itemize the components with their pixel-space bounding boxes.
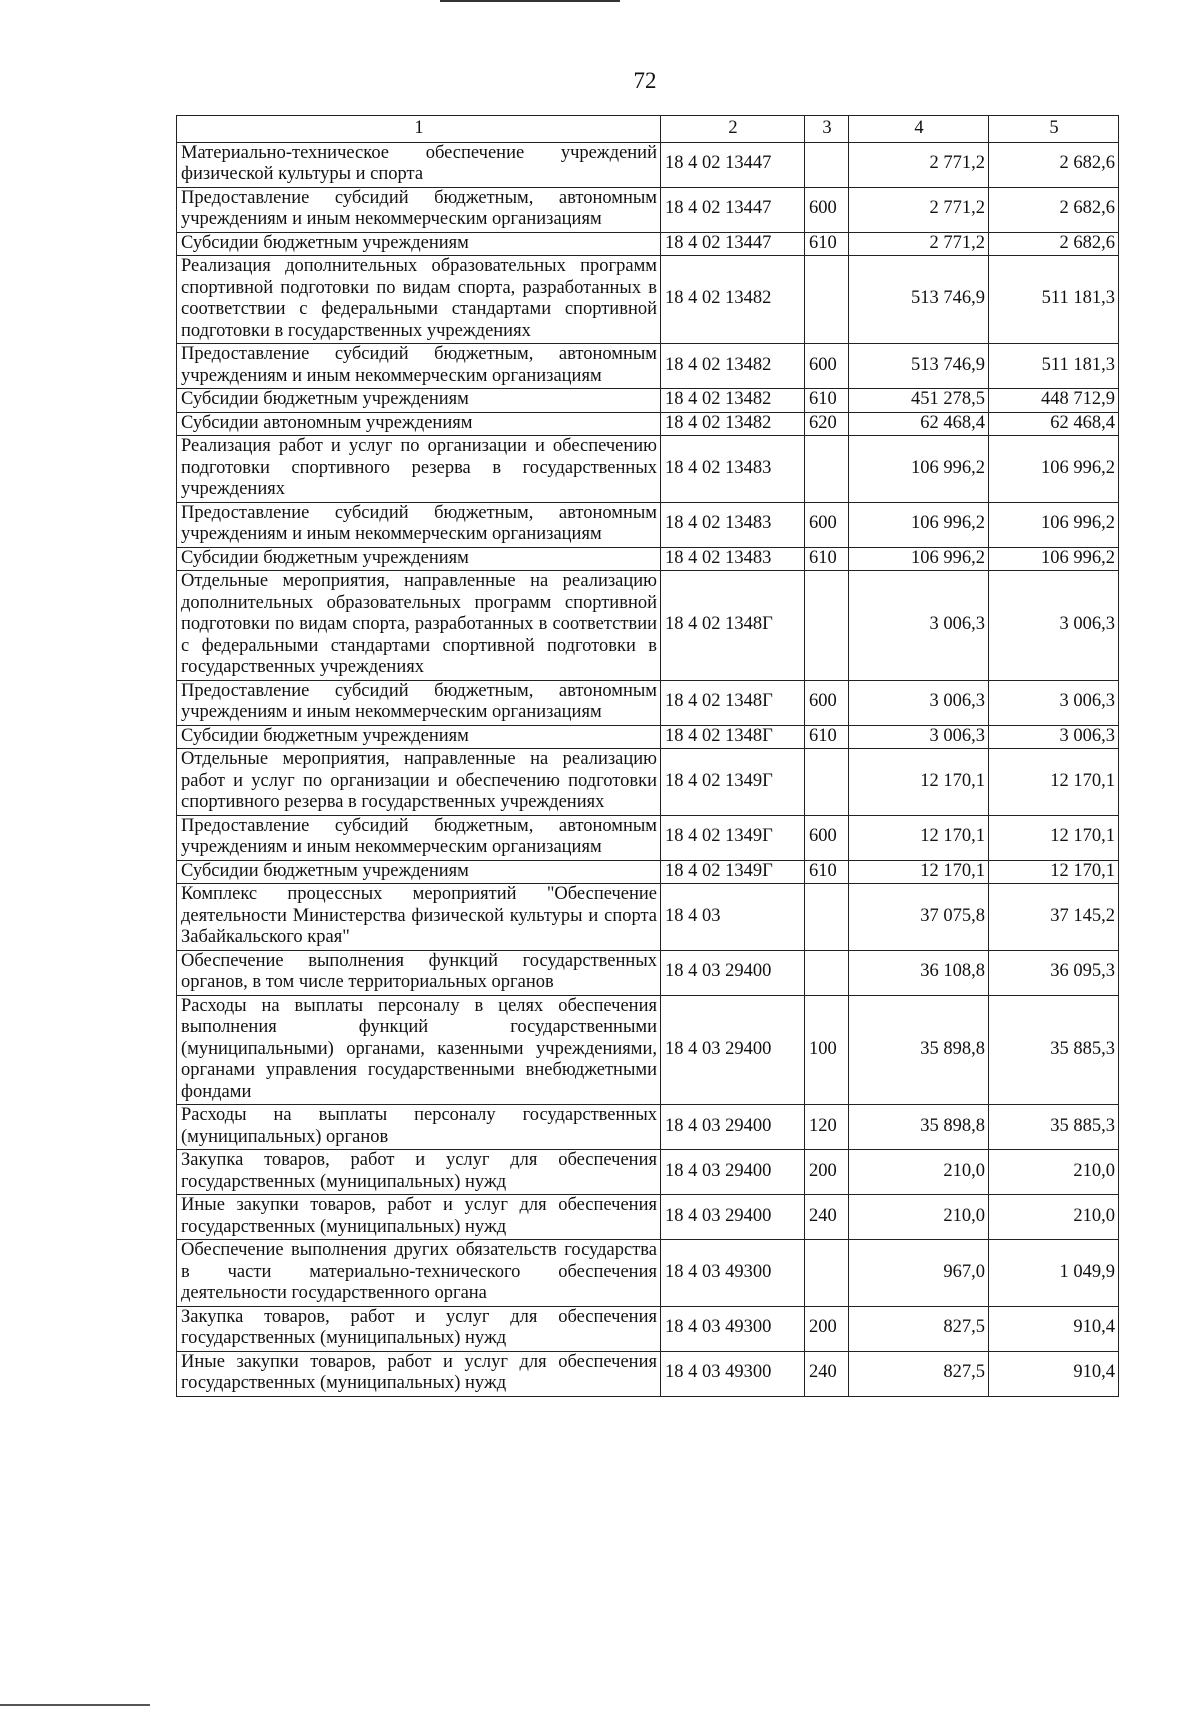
item-name: Иные закупки товаров, работ и услуг для обеспечения государственных (муниципальных) нужд [177,1351,661,1396]
table-row [177,389,1119,413]
item-name: Субсидии бюджетным учреждениям [177,389,661,413]
amount-col-4: 513 746,9 [849,256,989,344]
table-row [177,187,1119,232]
table-row [177,1195,1119,1240]
amount-col-5: 448 712,9 [989,389,1119,413]
target-article-code: 18 4 03 [661,884,805,951]
table-row [177,412,1119,436]
item-name: Закупка товаров, работ и услуг для обеспечения государственных (муниципальных) нужд [177,1150,661,1195]
amount-col-4: 2 771,2 [849,142,989,187]
item-name: Реализация работ и услуг по организации и обеспечению подготовки спортивного резерва в государственных учреждениях [177,436,661,503]
amount-col-4: 106 996,2 [849,502,989,547]
item-name: Отдельные мероприятия, направленные на реализацию работ и услуг по организации и обеспечению подготовки спортивного резерва в государственных учреждениях [177,749,661,816]
target-article-code: 18 4 02 1349Г [661,749,805,816]
amount-col-5: 106 996,2 [989,436,1119,503]
header-row [177,116,1119,143]
target-article-code: 18 4 03 49300 [661,1306,805,1351]
amount-col-4: 106 996,2 [849,436,989,503]
table-row [177,860,1119,884]
amount-col-5: 2 682,6 [989,187,1119,232]
table-row [177,571,1119,681]
amount-col-4: 210,0 [849,1150,989,1195]
scan-edge-line-bottom [0,1704,150,1706]
amount-col-5: 12 170,1 [989,815,1119,860]
amount-col-5: 910,4 [989,1306,1119,1351]
header-col-1: 1 [177,116,661,143]
item-name: Предоставление субсидий бюджетным, автономным учреждениям и иным некоммерческим организациям [177,815,661,860]
expense-type-code: 600 [805,680,849,725]
amount-col-4: 2 771,2 [849,232,989,256]
item-name: Субсидии бюджетным учреждениям [177,860,661,884]
amount-col-5: 106 996,2 [989,502,1119,547]
target-article-code: 18 4 03 29400 [661,1105,805,1150]
table-row [177,344,1119,389]
expense-type-code: 200 [805,1150,849,1195]
table-row [177,1306,1119,1351]
amount-col-4: 12 170,1 [849,815,989,860]
target-article-code: 18 4 02 13482 [661,389,805,413]
amount-col-5: 36 095,3 [989,950,1119,995]
target-article-code: 18 4 02 13447 [661,142,805,187]
target-article-code: 18 4 03 29400 [661,1150,805,1195]
table-row [177,749,1119,816]
target-article-code: 18 4 02 1348Г [661,571,805,681]
target-article-code: 18 4 02 13483 [661,547,805,571]
amount-col-5: 106 996,2 [989,547,1119,571]
item-name: Предоставление субсидий бюджетным, автономным учреждениям и иным некоммерческим организациям [177,344,661,389]
amount-col-5: 37 145,2 [989,884,1119,951]
header-col-5: 5 [989,116,1119,143]
table-row [177,547,1119,571]
item-name: Реализация дополнительных образовательных программ спортивной подготовки по видам спорта, разработанных в соответствии с федеральными стандартами спортивной подготовки в государственных учреждениях [177,256,661,344]
amount-col-5: 210,0 [989,1195,1119,1240]
target-article-code: 18 4 02 13447 [661,187,805,232]
amount-col-5: 35 885,3 [989,995,1119,1105]
target-article-code: 18 4 02 13482 [661,344,805,389]
table-row [177,142,1119,187]
item-name: Иные закупки товаров, работ и услуг для обеспечения государственных (муниципальных) нужд [177,1195,661,1240]
target-article-code: 18 4 03 49300 [661,1240,805,1307]
item-name: Материально-техническое обеспечение учреждений физической культуры и спорта [177,142,661,187]
target-article-code: 18 4 02 13483 [661,436,805,503]
table-row [177,1105,1119,1150]
expense-type-code [805,950,849,995]
amount-col-5: 3 006,3 [989,571,1119,681]
amount-col-4: 12 170,1 [849,860,989,884]
amount-col-5: 511 181,3 [989,256,1119,344]
expense-type-code [805,1240,849,1307]
amount-col-4: 36 108,8 [849,950,989,995]
header-col-2: 2 [661,116,805,143]
table-row [177,232,1119,256]
target-article-code: 18 4 03 29400 [661,995,805,1105]
expense-type-code [805,571,849,681]
target-article-code: 18 4 03 29400 [661,1195,805,1240]
expense-type-code [805,749,849,816]
expense-type-code: 600 [805,502,849,547]
target-article-code: 18 4 02 13482 [661,256,805,344]
expense-type-code [805,256,849,344]
amount-col-5: 12 170,1 [989,860,1119,884]
amount-col-4: 62 468,4 [849,412,989,436]
header-col-4: 4 [849,116,989,143]
expense-type-code: 100 [805,995,849,1105]
amount-col-4: 106 996,2 [849,547,989,571]
target-article-code: 18 4 02 1349Г [661,860,805,884]
expense-type-code: 600 [805,344,849,389]
amount-col-4: 513 746,9 [849,344,989,389]
budget-table [176,115,1119,1397]
expense-type-code: 240 [805,1195,849,1240]
item-name: Обеспечение выполнения других обязательств государства в части материально-технического обеспечения деятельности государственного органа [177,1240,661,1307]
amount-col-5: 2 682,6 [989,142,1119,187]
item-name: Субсидии бюджетным учреждениям [177,232,661,256]
amount-col-4: 37 075,8 [849,884,989,951]
amount-col-4: 3 006,3 [849,725,989,749]
amount-col-4: 35 898,8 [849,995,989,1105]
expense-type-code: 600 [805,815,849,860]
amount-col-5: 511 181,3 [989,344,1119,389]
amount-col-4: 451 278,5 [849,389,989,413]
expense-type-code: 600 [805,187,849,232]
expense-type-code: 620 [805,412,849,436]
target-article-code: 18 4 02 13482 [661,412,805,436]
amount-col-5: 1 049,9 [989,1240,1119,1307]
table-row [177,1150,1119,1195]
item-name: Обеспечение выполнения функций государственных органов, в том числе территориальных органов [177,950,661,995]
amount-col-5: 3 006,3 [989,680,1119,725]
amount-col-5: 62 468,4 [989,412,1119,436]
target-article-code: 18 4 02 1348Г [661,725,805,749]
item-name: Отдельные мероприятия, направленные на реализацию дополнительных образовательных программ спортивной подготовки по видам спорта, разработанных в соответствии с федеральными стандартами спортивной подготовки в государственных учреждениях [177,571,661,681]
amount-col-5: 2 682,6 [989,232,1119,256]
table-row [177,1240,1119,1307]
item-name: Субсидии бюджетным учреждениям [177,547,661,571]
amount-col-4: 3 006,3 [849,680,989,725]
amount-col-4: 3 006,3 [849,571,989,681]
item-name: Комплекс процессных мероприятий "Обеспечение деятельности Министерства физической культуры и спорта Забайкальского края" [177,884,661,951]
target-article-code: 18 4 02 13483 [661,502,805,547]
expense-type-code: 610 [805,860,849,884]
item-name: Предоставление субсидий бюджетным, автономным учреждениям и иным некоммерческим организациям [177,680,661,725]
amount-col-5: 210,0 [989,1150,1119,1195]
table-row [177,815,1119,860]
amount-col-5: 35 885,3 [989,1105,1119,1150]
amount-col-5: 910,4 [989,1351,1119,1396]
target-article-code: 18 4 03 29400 [661,950,805,995]
table-row [177,725,1119,749]
page-number: 72 [633,68,657,93]
amount-col-4: 12 170,1 [849,749,989,816]
amount-col-4: 210,0 [849,1195,989,1240]
expense-type-code [805,142,849,187]
item-name: Расходы на выплаты персоналу в целях обеспечения выполнения функций государственными (муниципальными) органами, казенными учреждениями, органами управления государственными внебюджетными фондами [177,995,661,1105]
item-name: Субсидии бюджетным учреждениям [177,725,661,749]
target-article-code: 18 4 02 1348Г [661,680,805,725]
target-article-code: 18 4 03 49300 [661,1351,805,1396]
table-row [177,884,1119,951]
table-body [177,142,1119,1396]
expense-type-code: 610 [805,232,849,256]
expense-type-code: 120 [805,1105,849,1150]
table-row [177,950,1119,995]
item-name: Предоставление субсидий бюджетным, автономным учреждениям и иным некоммерческим организациям [177,187,661,232]
table-row [177,256,1119,344]
amount-col-5: 3 006,3 [989,725,1119,749]
table-row [177,995,1119,1105]
expense-type-code: 240 [805,1351,849,1396]
item-name: Предоставление субсидий бюджетным, автономным учреждениям и иным некоммерческим организациям [177,502,661,547]
amount-col-4: 827,5 [849,1306,989,1351]
table-row [177,1351,1119,1396]
amount-col-4: 967,0 [849,1240,989,1307]
amount-col-5: 12 170,1 [989,749,1119,816]
table-header [177,116,1119,143]
target-article-code: 18 4 02 13447 [661,232,805,256]
expense-type-code [805,884,849,951]
expense-type-code: 610 [805,389,849,413]
table-row [177,502,1119,547]
amount-col-4: 35 898,8 [849,1105,989,1150]
table-row [177,436,1119,503]
expense-type-code [805,436,849,503]
item-name: Расходы на выплаты персоналу государственных (муниципальных) органов [177,1105,661,1150]
amount-col-4: 827,5 [849,1351,989,1396]
target-article-code: 18 4 02 1349Г [661,815,805,860]
expense-type-code: 610 [805,547,849,571]
expense-type-code: 200 [805,1306,849,1351]
table-row [177,680,1119,725]
scan-edge-line [440,0,620,2]
expense-type-code: 610 [805,725,849,749]
item-name: Субсидии автономным учреждениям [177,412,661,436]
item-name: Закупка товаров, работ и услуг для обеспечения государственных (муниципальных) нужд [177,1306,661,1351]
header-col-3: 3 [805,116,849,143]
amount-col-4: 2 771,2 [849,187,989,232]
